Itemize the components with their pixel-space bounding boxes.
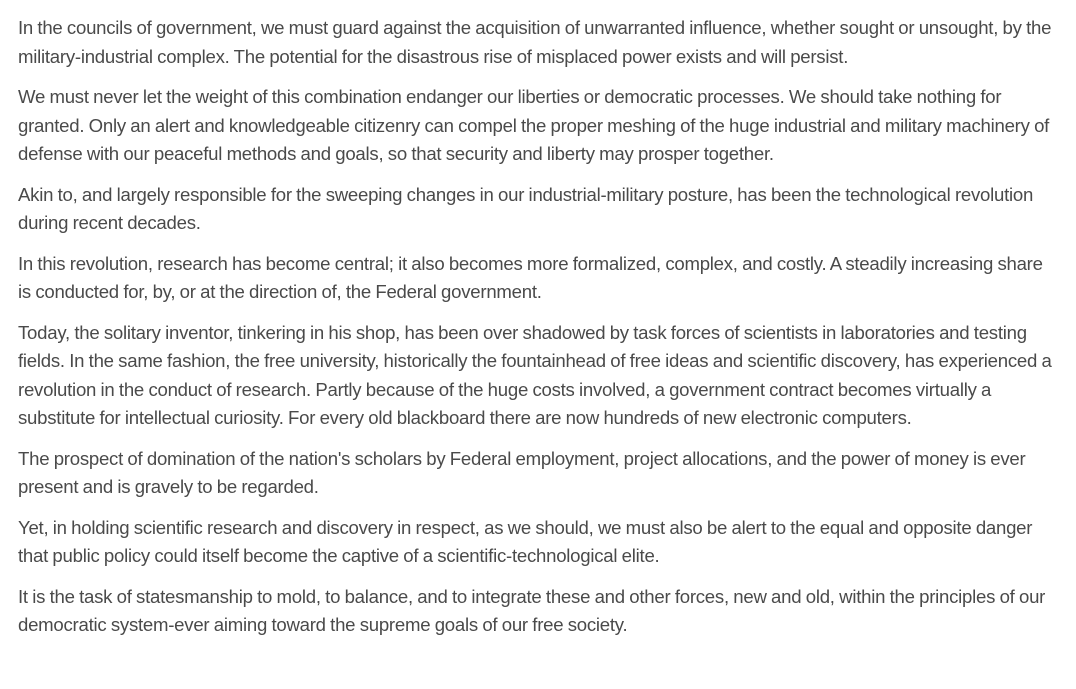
paragraph-1: In the councils of government, we must guard against the acquisition of unwarranted influence, whether sought or unsought, by the military-industrial complex. The potential for the disastrous rise of misplaced power exists and will persist. <box>18 17 1052 67</box>
paragraph-5: Today, the solitary inventor, tinkering in his shop, has been over shadowed by task forces of scientists in laboratories and testing fields. In the same fashion, the free university, historically the fountainhead of free ideas and scientific discovery, has experienced a revolution in the conduct of research. Partly because of the huge costs involved, a government contract becomes virtually a substitute for intellectual curiosity. For every old blackboard there are now hundreds of new electronic computers. <box>18 321 1052 428</box>
paragraph-2: We must never let the weight of this combination endanger our liberties or democratic processes. We should take nothing for granted. Only an alert and knowledgeable citizenry can compel the proper meshing of the huge industrial and military machinery of defense with our peaceful methods and goals, so that security and liberty may prosper together. <box>18 86 1050 164</box>
paragraph-3: Akin to, and largely responsible for the sweeping changes in our industrial-military posture, has been the technological revolution during recent decades. <box>18 183 1034 233</box>
paragraph-4: In this revolution, research has become central; it also becomes more formalized, complex, and costly. A steadily increasing share is conducted for, by, or at the direction of, the Federal government. <box>18 252 1043 302</box>
paragraph-6: The prospect of domination of the nation's scholars by Federal employment, project allocations, and the power of money is ever present and is gravely to be regarded. <box>18 447 1026 497</box>
paragraph-8: It is the task of statesmanship to mold, to balance, and to integrate these and other forces, new and old, within the principles of our democratic system-ever aiming toward the supreme goals of our free society. <box>18 585 1046 635</box>
paragraph-7: Yet, in holding scientific research and discovery in respect, as we should, we must also be alert to the equal and opposite danger that public policy could itself become the captive of a scientific-technological elite. <box>18 516 1033 566</box>
